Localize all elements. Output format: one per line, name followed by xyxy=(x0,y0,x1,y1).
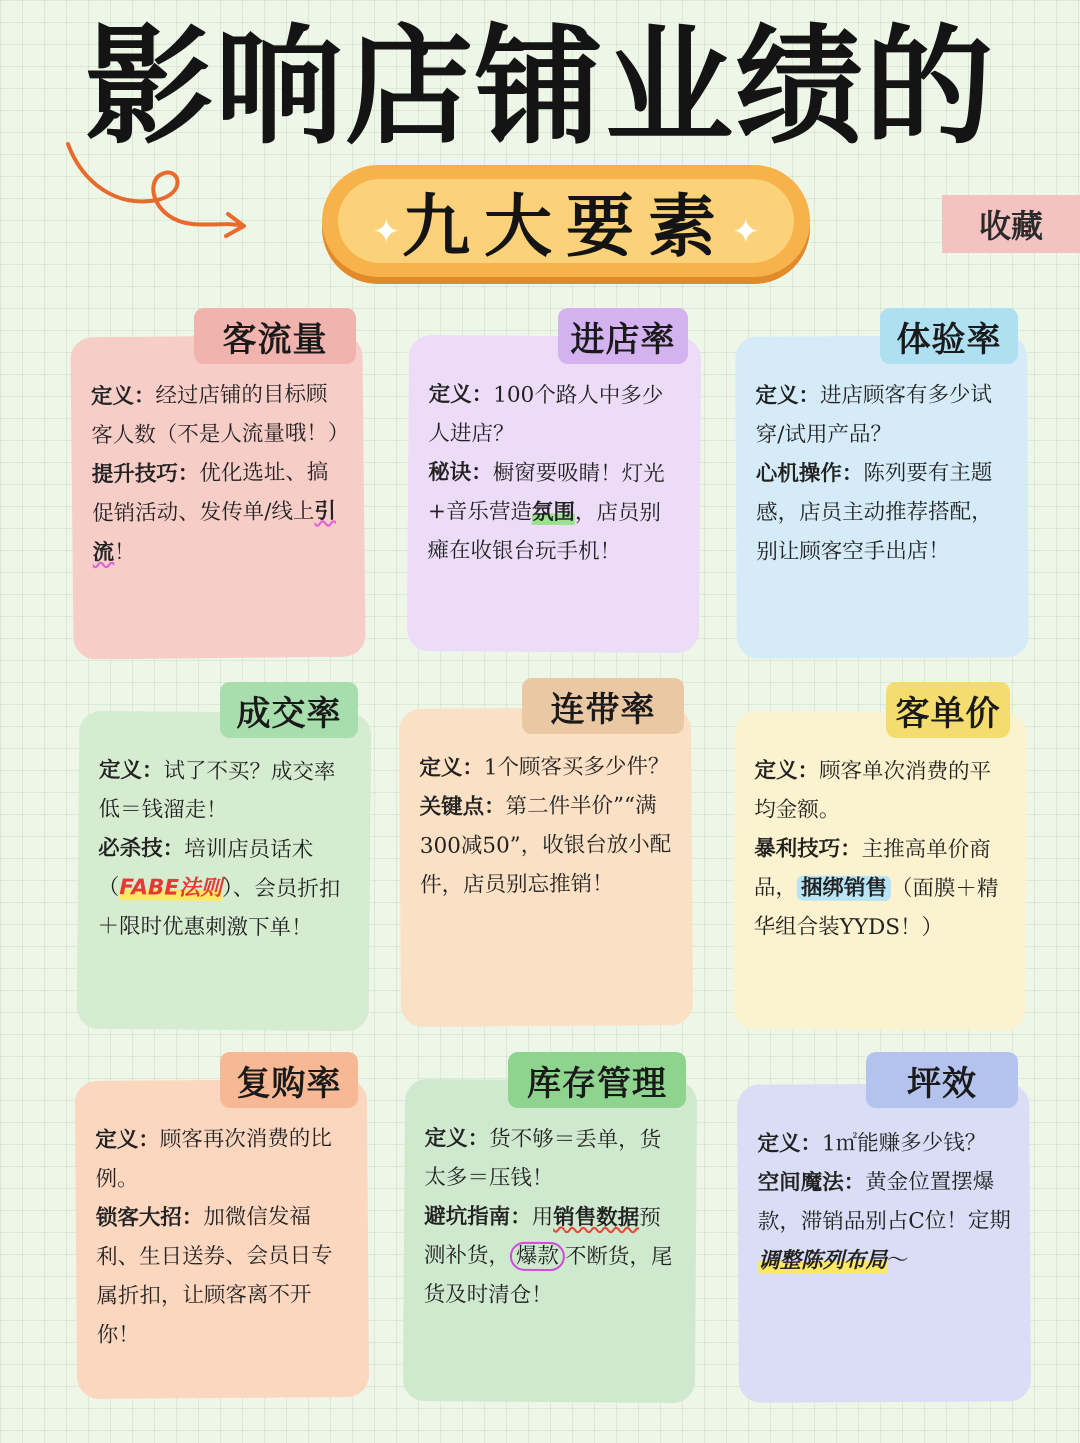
squiggle-arrow-icon xyxy=(62,138,257,248)
card-trial-rate: 定义：进店顾客有多少试穿/试用产品？ 心机操作：陈列要有主题感，店员主动推荐搭配，别让顾客空手出店！ xyxy=(735,335,1029,659)
card-sales-per-area: 定义：1㎡能赚多少钱？ 空间魔法：黄金位置摆爆款，滞销品别占C位！定期调整陈列布局～ xyxy=(737,1083,1031,1403)
card-label-trial-rate: 体验率 xyxy=(880,308,1018,364)
card-label-avg-order-value: 客单价 xyxy=(886,682,1010,738)
card-label-conversion-rate: 成交率 xyxy=(220,682,358,738)
card-label-sales-per-area: 坪效 xyxy=(866,1052,1018,1108)
sparkle-icon: ✦ xyxy=(731,212,760,252)
card-repurchase-rate: 定义：顾客再次消费的比例。 锁客大招：加微信发福利、生日送券、会员日专属折扣，让顾客离不开你！ xyxy=(75,1079,369,1399)
card-label-traffic: 客流量 xyxy=(194,308,356,364)
card-inventory: 定义：货不够＝丢单，货太多＝压钱！ 避坑指南：用销售数据预测补货， 爆款 不断货，尾货及时清仓！ xyxy=(403,1079,697,1403)
card-conversion-rate: 定义：试了不买？成交率低＝钱溜走！ 必杀技：培训店员话术（FABE法则）、会员折扣＋限时优惠刺激下单！ xyxy=(77,711,372,1032)
subtitle: 九大要素 xyxy=(401,187,730,267)
card-label-inventory: 库存管理 xyxy=(508,1052,686,1108)
card-label-repurchase-rate: 复购率 xyxy=(220,1052,358,1108)
sparkle-icon: ✦ xyxy=(372,212,401,252)
card-label-attach-rate: 连带率 xyxy=(522,678,684,734)
collect-button[interactable]: 收藏 xyxy=(942,195,1080,253)
subtitle-pill xyxy=(322,165,810,277)
card-attach-rate: 定义：1个顾客买多少件？ 关键点：第二件半价”“满300减50”，收银台放小配件，店员别忘推销！ xyxy=(399,707,693,1027)
card-traffic: 定义：经过店铺的目标顾客人数（不是人流量哦！） 提升技巧：优化选址、搞促销活动、发传单/线上引流！ xyxy=(70,334,365,659)
card-entry-rate: 定义：100个路人中多少人进店？ 秘诀：橱窗要吸睛！灯光+音乐营造氛围，店员别瘫在收银台玩手机！ xyxy=(407,335,701,653)
card-label-entry-rate: 进店率 xyxy=(558,308,688,364)
page-title: 影响店铺业绩的 xyxy=(84,13,995,162)
card-avg-order-value: 定义：顾客单次消费的平均金额。 暴利技巧：主推高单价商品， 捆绑销售 （面膜＋精华组合装YYDS！） xyxy=(733,711,1027,1031)
